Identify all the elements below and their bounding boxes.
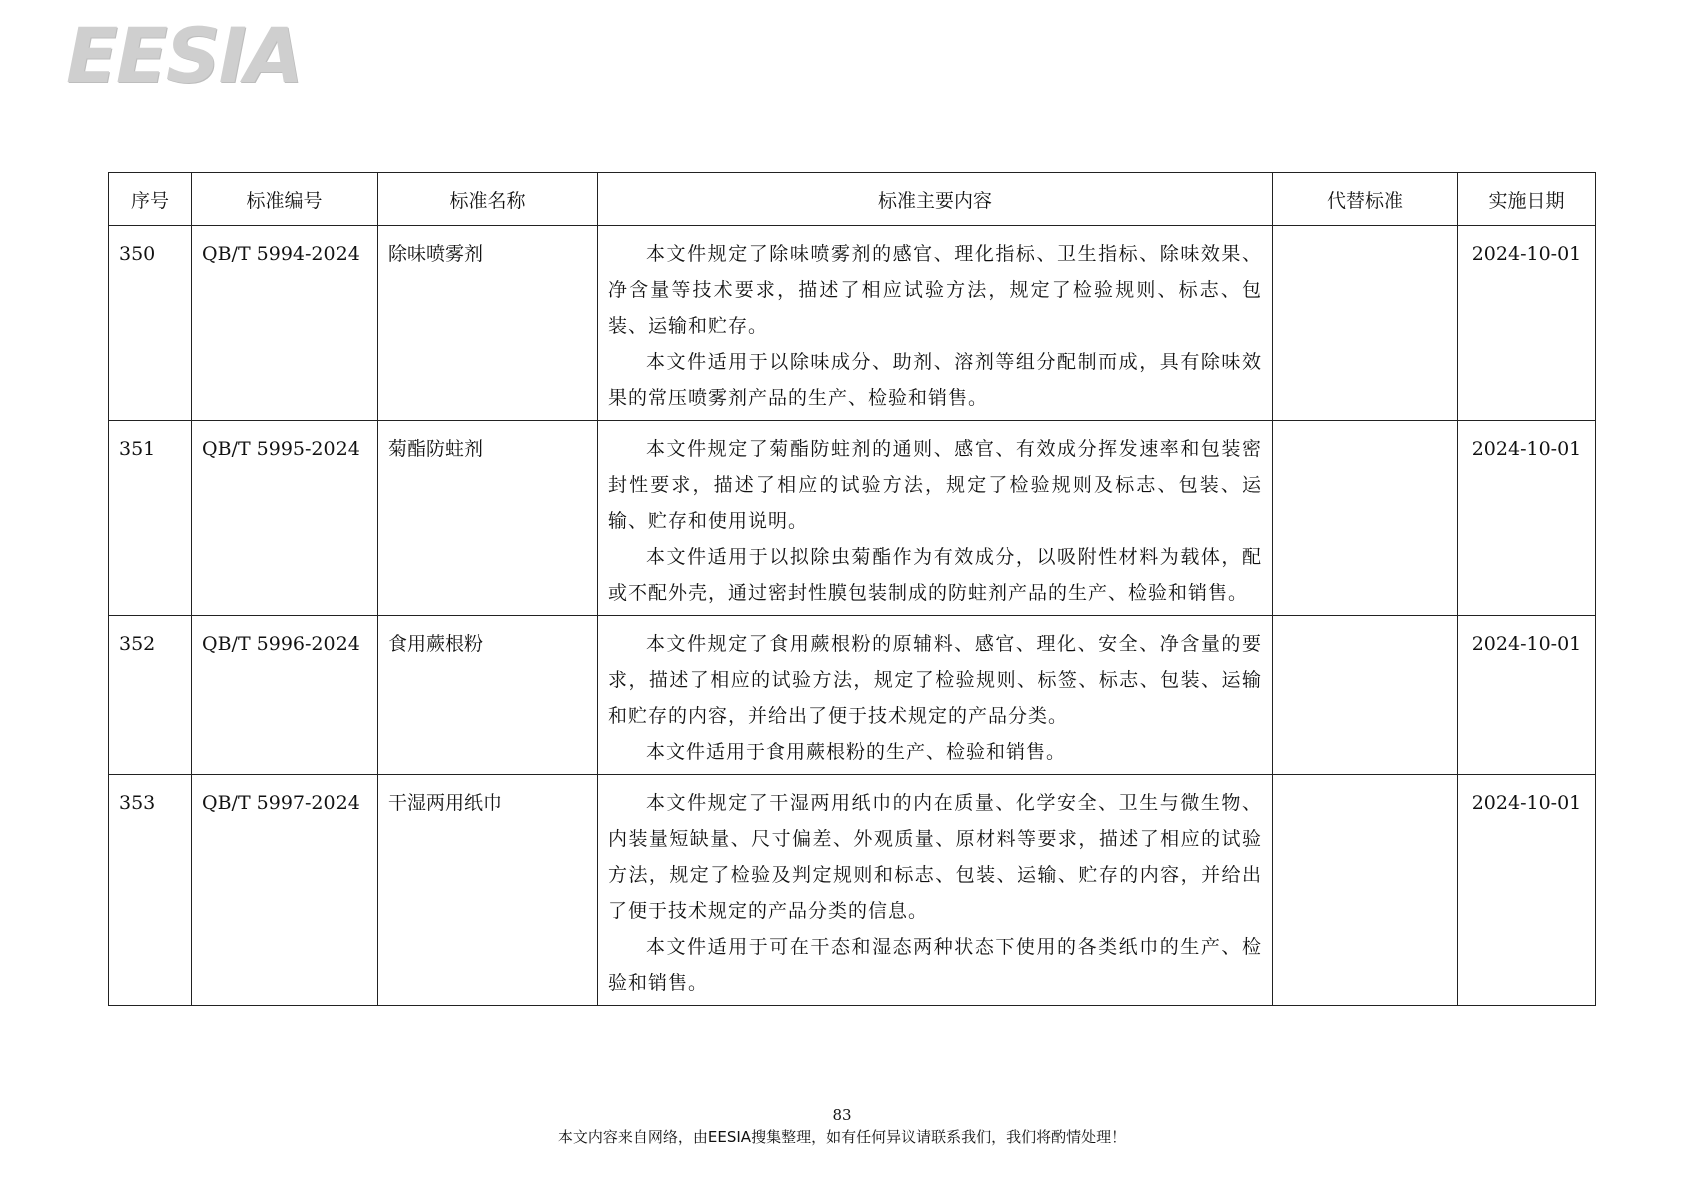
serial-number-cell: 350 [109, 226, 192, 421]
content-paragraph: 本文件适用于食用蕨根粉的生产、检验和销售。 [646, 741, 1067, 763]
standard-name-cell: 食用蕨根粉 [378, 616, 598, 775]
implementation-date-cell: 2024-10-01 [1458, 421, 1596, 616]
standard-name-cell: 菊酯防蛀剂 [378, 421, 598, 616]
standards-table [108, 172, 1596, 1006]
content-paragraph: 本文件规定了除味喷雾剂的感官、理化指标、卫生指标、除味效果、净含量等技术要求，描述了相应试验方法，规定了检验规则、标志、包装、运输和贮存。 [608, 243, 1262, 337]
table-row [109, 616, 1596, 775]
serial-number-cell: 353 [109, 775, 192, 1006]
header-standard-code: 标准编号 [192, 173, 378, 226]
standard-code-cell: QB/T 5997-2024 [192, 775, 378, 1006]
header-serial-number: 序号 [109, 173, 192, 226]
standard-name-cell: 干湿两用纸巾 [378, 775, 598, 1006]
replaced-standard-cell [1273, 616, 1458, 775]
main-content-cell [598, 616, 1273, 775]
replaced-standard-cell [1273, 226, 1458, 421]
table-row [109, 421, 1596, 616]
header-standard-name: 标准名称 [378, 173, 598, 226]
header-main-content: 标准主要内容 [598, 173, 1273, 226]
main-content-cell [598, 775, 1273, 1006]
content-paragraph: 本文件适用于可在干态和湿态两种状态下使用的各类纸巾的生产、检验和销售。 [608, 936, 1262, 994]
standard-code-cell: QB/T 5996-2024 [192, 616, 378, 775]
content-paragraph: 本文件适用于以拟除虫菊酯作为有效成分，以吸附性材料为载体，配或不配外壳，通过密封性膜包装制成的防蛀剂产品的生产、检验和销售。 [608, 546, 1262, 604]
serial-number-cell: 352 [109, 616, 192, 775]
standard-code-cell: QB/T 5994-2024 [192, 226, 378, 421]
implementation-date-cell: 2024-10-01 [1458, 226, 1596, 421]
standard-code-cell: QB/T 5995-2024 [192, 421, 378, 616]
footer-disclaimer: 本文内容来自网络，由EESIA搜集整理，如有任何异议请联系我们，我们将酌情处理！ [557, 1128, 1127, 1146]
table-row [109, 226, 1596, 421]
standard-name-cell: 除味喷雾剂 [378, 226, 598, 421]
implementation-date-cell: 2024-10-01 [1458, 775, 1596, 1006]
content-paragraph: 本文件规定了食用蕨根粉的原辅料、感官、理化、安全、净含量的要求，描述了相应的试验方法，规定了检验规则、标签、标志、包装、运输和贮存的内容，并给出了便于技术规定的产品分类。 [608, 633, 1262, 727]
content-paragraph: 本文件规定了干湿两用纸巾的内在质量、化学安全、卫生与微生物、内装量短缺量、尺寸偏差、外观质量、原材料等要求，描述了相应的试验方法，规定了检验及判定规则和标志、包装、运输、贮存的内容，并给出了便于技术规定的产品分类的信息。 [608, 792, 1262, 922]
replaced-standard-cell [1273, 421, 1458, 616]
header-replaced-standard: 代替标准 [1273, 173, 1458, 226]
main-content-cell [598, 421, 1273, 616]
header-implementation-date: 实施日期 [1458, 173, 1596, 226]
content-paragraph: 本文件适用于以除味成分、助剂、溶剂等组分配制而成，具有除味效果的常压喷雾剂产品的生产、检验和销售。 [608, 351, 1262, 409]
table-header-row [109, 173, 1596, 226]
content-paragraph: 本文件规定了菊酯防蛀剂的通则、感官、有效成分挥发速率和包装密封性要求，描述了相应的试验方法，规定了检验规则及标志、包装、运输、贮存和使用说明。 [608, 438, 1262, 532]
implementation-date-cell: 2024-10-01 [1458, 616, 1596, 775]
table-row [109, 775, 1596, 1006]
eesia-logo: EESIA [66, 11, 302, 100]
page-number: 83 [832, 1106, 852, 1124]
serial-number-cell: 351 [109, 421, 192, 616]
replaced-standard-cell [1273, 775, 1458, 1006]
main-content-cell [598, 226, 1273, 421]
